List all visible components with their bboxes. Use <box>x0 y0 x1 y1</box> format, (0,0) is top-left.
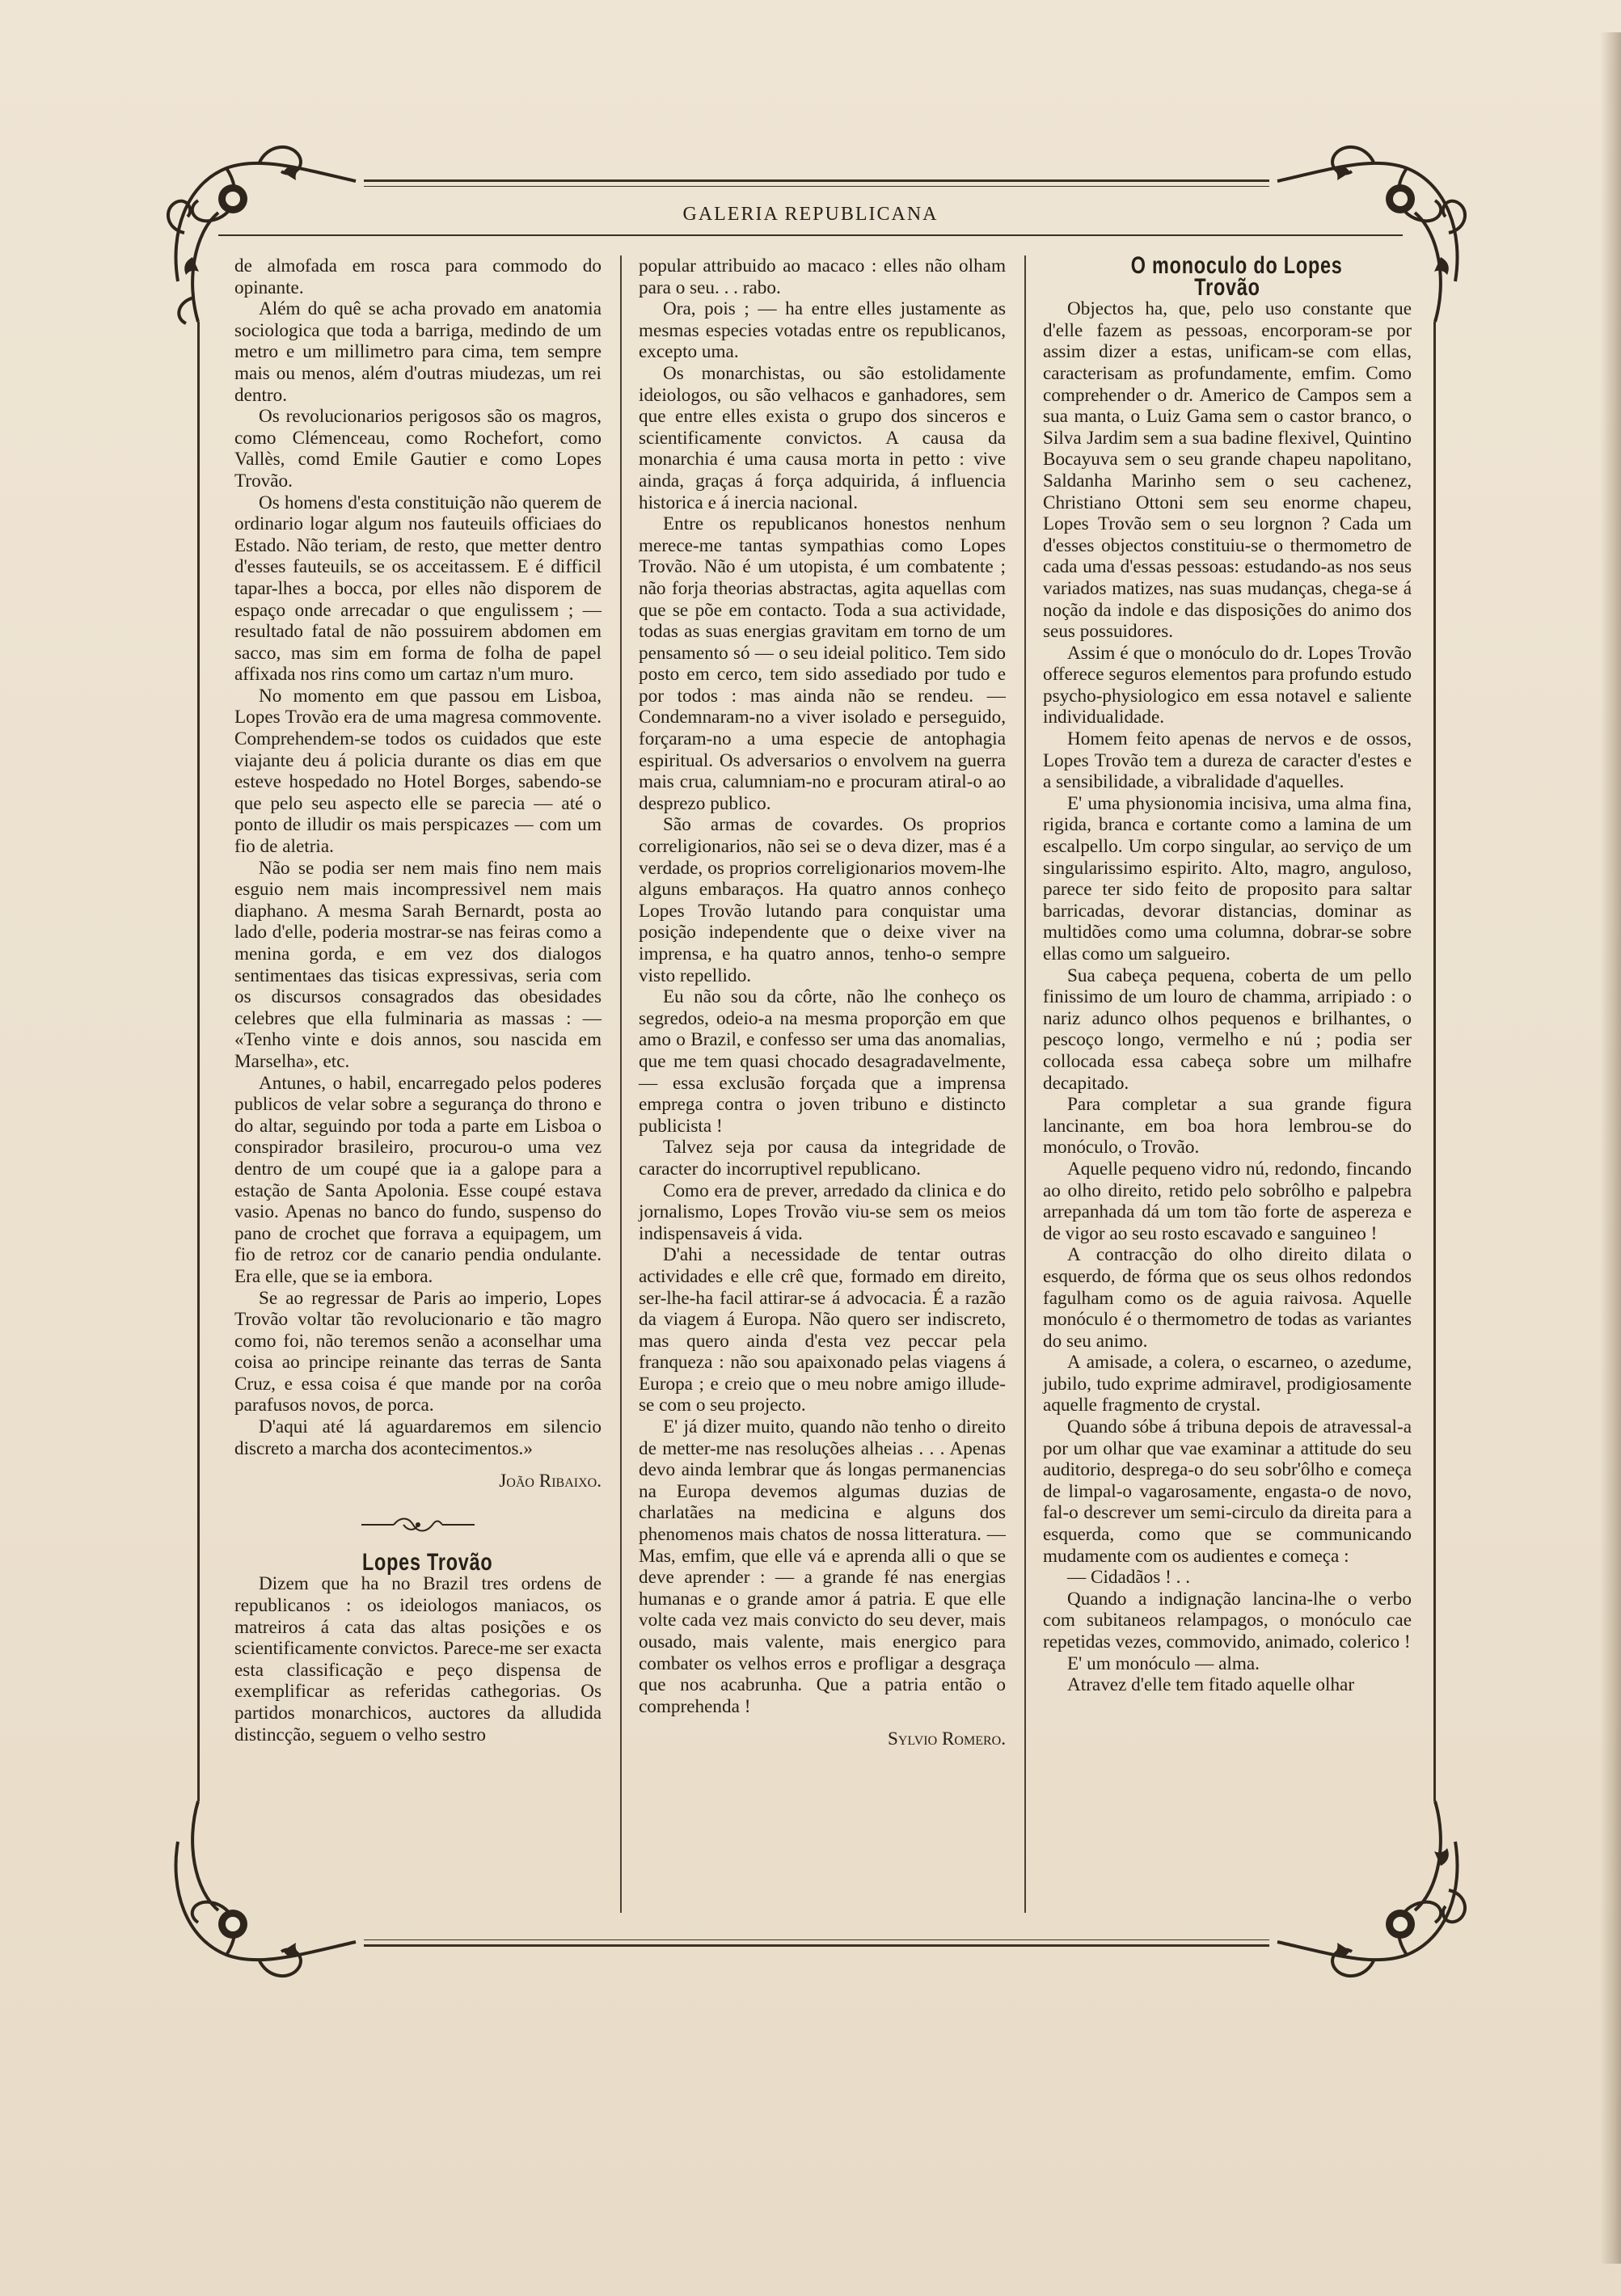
frame-right-rule <box>1433 322 1436 1801</box>
paragraph: Assim é que o monóculo do dr. Lopes Trovão offerece seguros elementos para profundo estudo psycho-physiologico em essa notavel e saliente individualidade. <box>1043 642 1412 728</box>
paragraph: Eu não sou da côrte, não lhe conheço os segredos, odeio-a na mesma proporção em que amo o Brazil, e confesso ser uma das anomalias, que me tem quasi chocado desagradavelmente, — essa exclusão forçada que a imprensa emprega contra o joven tribuno e distincto publicista ! <box>639 986 1006 1137</box>
paragraph: No momento em que passou em Lisboa, Lopes Trovão era de uma magresa commovente. Comprehendem-se todos os cuidados que este viajante deu á policia durante os dias em que esteve hospedado no Hotel Borges, sabendo-se que pelo seu aspecto elle se parecia — até o ponto de illudir os mais perspicazes — com um fio de aletria. <box>234 685 602 858</box>
paragraph: E' já dizer muito, quando não tenho o direito de metter-me nas resoluções alheias . . . Apenas devo ainda lembrar que ás longas permanencias na Europa devemos algumas duzias de charlatães na medicina e alguns dos phenomenos mais chatos de nossa litteratura. — Mas, emfim, que elle vá e aprenda alli o que se deve aprender : — a grande fé nas energias humanas e o grande amor á patria. E que elle volte cada vez mais convicto do seu dever, mais ousado, mais valente, mais energico para combater os velhos erros e profligar a desgraça que nos acabrunha. Que a patria então o comprehenda ! <box>639 1416 1006 1717</box>
frame-left-rule <box>197 322 200 1801</box>
column-1 <box>234 255 602 1745</box>
paragraph: Ora, pois ; — ha entre elles justamente as mesmas especies votadas entre os republicanos, excepto uma. <box>639 298 1006 363</box>
frame-top-rule <box>364 179 1269 182</box>
paragraph: A amisade, a colera, o escarneo, o azedume, jubilo, tudo exprime admiravel, prodigiosamente aquelle fragmento de crystal. <box>1043 1352 1412 1416</box>
paragraph: Entre os republicanos honestos nenhum merece-me tantas sympathias como Lopes Trovão. Não é um utopista, é um combatente ; não forja theorias abstractas, agita aquellas com que se põe em contacto. Toda a sua actividade, todas as suas energias gravitam em torno de um pensamento só — o seu ideial politico. Tem sido posto em cerco, tem sido assediado por tudo e por todos : mas ainda não se rendeu. — Condemnaram-no a viver isolado e perseguido, forçaram-no a uma especie de antophagia espiritual. Os adversarios o envolvem na guerra mais crua, calumniam-no e procuram atiral-o ao desprezo publico. <box>639 513 1006 814</box>
paragraph: Os revolucionarios perigosos são os magros, como Clémenceau, como Rochefort, como Vallès, comd Emile Gautier e como Lopes Trovão. <box>234 406 602 492</box>
paragraph: Não se podia ser nem mais fino nem mais esguio nem mais incompressivel nem mais diaphano. A mesma Sarah Bernardt, posta ao lado d'elle, poderia mostrar-se nas feiras como a menina gorda, e em vez dos dialogos sentimentaes das tisicas expressivas, seria com os discursos consagrados das obesidades celebres que ella fulminaria as massas : — «Tenho vinte e dois annos, sou nascida em Marselha», etc. <box>234 857 602 1072</box>
paragraph: de almofada em rosca para commodo do opinante. <box>234 255 602 298</box>
paragraph: Os monarchistas, ou são estolidamente ideiologos, ou são velhacos e ganhadores, sem que entre elles exista o grupo dos sinceros e scientificamente convictos. A causa da monarchia é uma causa morta in petto : vive ainda, graças á força adquirida, á influencia historica e á inercia nacional. <box>639 362 1006 513</box>
paragraph: Sua cabeça pequena, coberta de um pello finissimo de um louro de chamma, arripiado : o nariz adunco olhos pequenos e brilhantes, o pescoço longo, vermelho e nú ; podia ser collocada essa cabeça sobre um milhafre decapitado. <box>1043 964 1412 1094</box>
paragraph: A contracção do olho direito dilata o esquerdo, de fórma que os seus olhos redondos fagulham como os de aguia raivosa. Aquelle monóculo é o thermometro de todas as variantes do seu animo. <box>1043 1244 1412 1352</box>
column-2 <box>639 255 1006 1750</box>
paragraph: Os homens d'esta constituição não querem de ordinario logar algum nos fauteuils officiaes do Estado. Não teriam, de resto, que metter dentro d'esses fauteuils, se os acceitassem. E é difficil tapar-lhes a bocca, por elles não disporem de espaço onde arrecadar o que engulissem ; — resultado fatal de não possuirem abdomen em sacco, mas sim em forma de folha de papel affixada nos rins como um cartaz n'um muro. <box>234 492 602 686</box>
author-signature: Sylvio Romero. <box>887 1728 1006 1750</box>
paragraph: Quando a indignação lancina-lhe o verbo com subitaneos relampagos, o monóculo cae repetidas vezes, commovido, animado, colerico ! <box>1043 1588 1412 1652</box>
divider-ornament-icon <box>234 1517 602 1533</box>
paragraph: Se ao regressar de Paris ao imperio, Lopes Trovão voltar tão revolucionario e tão magro como foi, não teremos senão a aconselhar uma coisa ao principe reinante das terras de Santa Cruz, e essa coisa é que mande por na corôa parafusos novos, de porca. <box>234 1287 602 1416</box>
paragraph: Para completar a sua grande figura lancinante, em boa hora lembrou-se do monóculo, o Trovão. <box>1043 1094 1412 1159</box>
paragraph: Dizem que ha no Brazil tres ordens de republicanos : os ideiologos maniacos, os matreiros á cata das altas posições e os scientificamente convictos. Parece-me ser exacta esta classificação e peço dispensa de exemplificar as referidas cathegorias. Os partidos monarchicos, auctores da alludida distincção, seguem o velho sestro <box>234 1573 602 1745</box>
paragraph: Homem feito apenas de nervos e de ossos, Lopes Trovão tem a dureza de caracter d'estes e a sensibilidade, a vibralidade d'aquelles. <box>1043 728 1412 793</box>
paragraph: Aquelle pequeno vidro nú, redondo, fincando ao olho direito, retido pelo sobrôlho e palpebra arrepanhada dá um tom tão forte de aspereza e de vigor ao seu rosto escavado e sanguineo ! <box>1043 1158 1412 1244</box>
frame-bottom-rule <box>364 1944 1269 1947</box>
paragraph: — Cidadãos ! . . <box>1067 1567 1190 1589</box>
paragraph: D'aqui até lá aguardaremos em silencio discreto a marcha dos acontecimentos.» <box>234 1416 602 1459</box>
corner-ornament-icon <box>1269 1785 1471 1987</box>
paragraph: Além do quê se acha provado em anatomia sociologica que toda a barriga, medindo de um metro e um millimetro para cima, tem sempre mais ou menos, além d'outras miudezas, um rei dentro. <box>234 298 602 406</box>
column-3 <box>1043 252 1412 1696</box>
column-rule <box>620 255 622 1913</box>
frame-bottom-inner-rule <box>364 1939 1269 1940</box>
author-signature: João Ribaixo. <box>499 1471 602 1492</box>
page-edge-shadow <box>1600 32 1621 2264</box>
article-title: Lopes Trovão <box>361 1548 493 1576</box>
header-rule <box>218 234 1403 236</box>
frame-top-inner-rule <box>364 186 1269 187</box>
paragraph: Como era de prever, arredado da clinica e do jornalismo, Lopes Trovão viu-se sem os meios indispensaveis á vida. <box>639 1180 1006 1244</box>
paragraph: Atravez d'elle tem fitado aquelle olhar <box>1067 1674 1355 1696</box>
corner-ornament-icon <box>162 1785 364 1987</box>
paragraph: popular attribuido ao macaco : elles não olham para o seu. . . rabo. <box>639 255 1006 298</box>
running-header: GALERIA REPUBLICANA <box>682 204 939 225</box>
paragraph: Talvez seja por causa da integridade de caracter do incorruptivel republicano. <box>639 1137 1006 1180</box>
column-rule <box>1024 255 1026 1913</box>
paragraph: Antunes, o habil, encarregado pelos poderes publicos de velar sobre a segurança do throno e do altar, seguindo por toda a parte em Lisboa o conspirador brasileiro, procurou-o uma vez dentro de um coupé que ia a galope para a estação de Santa Apolonia. Esse coupé estava vasio. Apenas no banco do fundo, suspenso do pano de crochet que forrava a equipagem, um fio de retroz cor de canario pendia ondulante. Era elle, que se ia embora. <box>234 1072 602 1287</box>
paragraph: Objectos ha, que, pelo uso constante que d'elle fazem as pessoas, encorporam-se por assim dizer a estas, unificam-se com ellas, caracterisam as profundamente, emfim. Como comprehender o dr. Americo de Campos sem a sua manta, o Luiz Gama sem o castor branco, o Silva Jardim sem a sua badine flexivel, Quintino Bocayuva sem o seu grande chapeu napolitano, Saldanha Marinho sem o seu cachenez, Christiano Ottoni sem seu enorme chapeu, Lopes Trovão sem o seu lorgnon ? Cada um d'esses objectos constituiu-se o thermometro de cada uma d'essas pessoas: estudando-as nos seus variados matizes, nas suas mudanças, chega-se á noção da indole e das disposições do animo dos seus possuidores. <box>1043 298 1412 643</box>
paragraph: São armas de covardes. Os proprios correligionarios, não sei se o deva dizer, mas é a verdade, os proprios correligionarios movem-lhe alguns embaraços. Ha quatro annos conheço Lopes Trovão lutando para conquistar uma posição independente que o deixe viver na imprensa, e ha quatro annos, tenho-o sempre visto repellido. <box>639 814 1006 986</box>
paragraph: Quando sóbe á tribuna depois de atravessal-a por um olhar que vae examinar a attitude do seu auditorio, desprega-o do seu sobr'ôlho e começa de limpal-o vagarosamente, engasta-o de novo, fal-o descrever um semi-circulo da direita para a esquerda, como que se communicando mudamente com os audientes e começa : <box>1043 1416 1412 1567</box>
paragraph: D'ahi a necessidade de tentar outras actividades e elle crê que, formado em direito, ser-lhe-ha facil attirar-se á advocacia. É a razão da viagem á Europa. Não quero ser indiscreto, mas quero ainda d'esta vez peccar pela franqueza : não sou apaixonado pelas viagens á Europa ; e creio que o meu nobre amigo illude-se com o seu projecto. <box>639 1244 1006 1416</box>
article-title: O monoculo do Lopes Trovão <box>1130 252 1343 301</box>
paragraph: E' um monóculo — alma. <box>1067 1652 1260 1674</box>
paragraph: E' uma physionomia incisiva, uma alma fina, rigida, branca e cortante como a lamina de um escalpello. Um corpo singular, ao serviço de um singularissimo espirito. Alto, magro, anguloso, parece ter sido feito de proposito para saltar barricadas, devorar distancias, dominar as multidões como uma columna, dobrar-se sobre ellas como um salgueiro. <box>1043 792 1412 964</box>
